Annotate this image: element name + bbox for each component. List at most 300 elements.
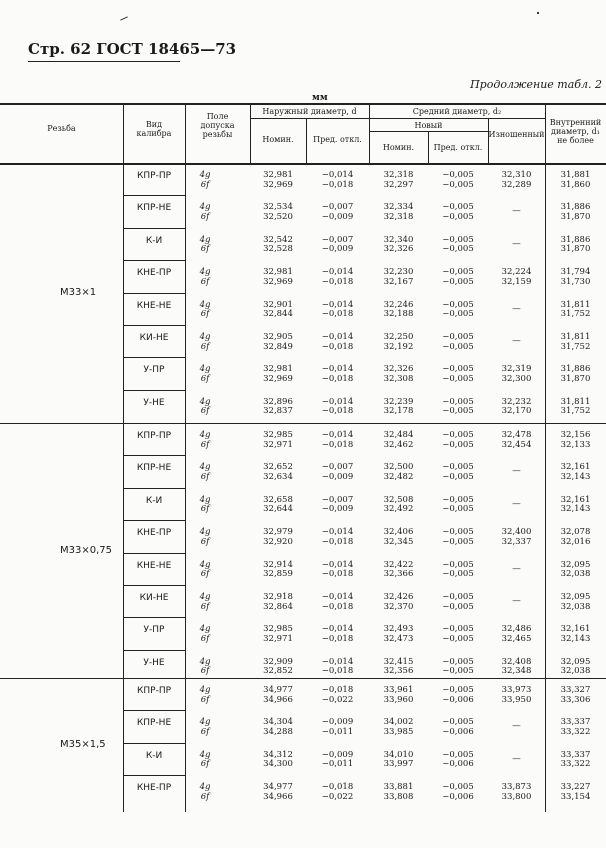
worn-value — [488, 528, 545, 547]
outer-nominal-line: 32,634 — [263, 471, 293, 482]
header-middle-deviation: Пред. откл. — [433, 143, 483, 152]
calibre-type: К-И — [145, 235, 163, 246]
outer-nominal-line: 32,985 — [263, 624, 293, 635]
inner-diameter-line: 32,143 — [560, 471, 591, 482]
calibre-row-rule — [123, 617, 185, 618]
header-tolerance — [185, 112, 250, 139]
inner-diameter-line: 32,095 — [560, 559, 591, 570]
inner-diameter-line: 32,016 — [560, 536, 591, 547]
middle-deviation-line: −0,005 — [442, 782, 474, 793]
middle-nominal-line: 32,326 — [383, 364, 414, 375]
worn-value — [488, 171, 545, 190]
calibre-row-rule — [123, 228, 185, 229]
tolerance-field — [195, 203, 215, 222]
outer-nominal — [250, 301, 306, 320]
tolerance-field — [195, 301, 215, 320]
inner-diameter — [545, 236, 606, 255]
worn-value-line: 32,289 — [501, 179, 532, 190]
outer-nominal-line: 32,859 — [263, 569, 293, 580]
inner-diameter-line: 32,143 — [560, 633, 591, 644]
middle-deviation-line: −0,005 — [442, 364, 474, 375]
middle-nominal — [369, 301, 428, 320]
middle-deviation-line: −0,005 — [442, 299, 474, 310]
worn-value-line: 32,337 — [501, 536, 532, 547]
outer-deviation-line: −0,018 — [321, 666, 354, 677]
middle-nominal-line: 32,192 — [383, 341, 414, 352]
calibre-type: КПР-НЕ — [136, 718, 172, 729]
middle-nominal — [369, 718, 428, 737]
worn-value — [488, 398, 545, 417]
inner-diameter — [545, 686, 606, 705]
header-inner-diameter-line: не более — [557, 136, 594, 145]
tolerance-field — [195, 658, 215, 677]
worn-value — [488, 686, 545, 705]
outer-deviation-line: −0,018 — [321, 309, 354, 320]
body-divider-2-1 — [185, 678, 186, 812]
tolerance-field-line: 6f — [200, 341, 210, 352]
header-calibre-line: калибра — [136, 129, 172, 138]
outer-nominal-line: 32,981 — [263, 170, 293, 180]
middle-nominal-line: 32,493 — [383, 624, 414, 635]
worn-value — [488, 365, 545, 384]
worn-value — [488, 240, 545, 250]
middle-nominal-line: 32,318 — [383, 211, 414, 222]
middle-deviation — [428, 561, 488, 580]
middle-nominal-line: 33,961 — [383, 685, 414, 695]
inner-diameter-line: 31,886 — [560, 234, 591, 245]
middle-nominal-line: 32,492 — [383, 504, 414, 515]
calibre-type: КНЕ-НЕ — [136, 300, 172, 311]
tolerance-field-line: 6f — [200, 633, 210, 644]
inner-diameter-line: 31,752 — [560, 341, 591, 352]
middle-deviation-line: −0,005 — [442, 430, 474, 440]
tolerance-field-line: 6f — [200, 791, 210, 802]
outer-nominal-line: 32,520 — [263, 211, 293, 222]
calibre-type: У-ПР — [143, 625, 165, 636]
outer-deviation-line: −0,018 — [321, 601, 354, 612]
outer-nominal-line: 32,909 — [263, 656, 293, 667]
calibre-row-rule — [123, 520, 185, 521]
calibre-row-rule — [123, 325, 185, 326]
outer-nominal — [250, 365, 306, 384]
tolerance-field-line: 4g — [199, 559, 211, 570]
outer-deviation-line: −0,018 — [321, 406, 354, 417]
outer-deviation — [306, 528, 369, 547]
tolerance-field — [195, 463, 215, 482]
outer-deviation-line: −0,014 — [321, 170, 354, 180]
inner-diameter-line: 31,794 — [560, 267, 591, 278]
outer-nominal — [250, 625, 306, 644]
worn-value-line: 32,319 — [501, 364, 532, 375]
outer-deviation-line: −0,018 — [321, 633, 354, 644]
tolerance-field — [195, 528, 215, 547]
worn-value-line: 33,973 — [501, 685, 532, 695]
middle-deviation-line: −0,005 — [442, 559, 474, 570]
middle-deviation-line: −0,005 — [442, 536, 474, 547]
header-subrule-diameters — [250, 118, 545, 119]
inner-diameter-line: 31,860 — [560, 179, 591, 190]
tolerance-field-line: 6f — [200, 471, 210, 482]
calibre-type: КНЕ-ПР — [136, 528, 172, 539]
header-outer-diameter: Наружный диаметр, d — [262, 107, 357, 116]
middle-nominal-line: 32,415 — [383, 656, 414, 667]
worn-value-line: 32,400 — [501, 527, 532, 538]
middle-deviation — [428, 171, 488, 190]
inner-diameter-line: 31,886 — [560, 202, 591, 213]
tolerance-field-line: 6f — [200, 406, 210, 417]
middle-deviation-line: −0,005 — [442, 276, 474, 287]
middle-deviation-line: −0,005 — [442, 179, 474, 190]
inner-diameter-line: 32,038 — [560, 601, 591, 612]
middle-nominal-line: 32,297 — [383, 179, 414, 190]
outer-deviation — [306, 625, 369, 644]
outer-nominal-line: 32,979 — [263, 527, 293, 538]
middle-deviation-line: −0,005 — [442, 601, 474, 612]
middle-deviation — [428, 333, 488, 352]
inner-diameter-line: 32,161 — [560, 494, 591, 505]
header-outer-nominal: Номин. — [262, 135, 294, 144]
outer-deviation-line: −0,014 — [321, 396, 354, 407]
calibre-type: КИ-НЕ — [139, 593, 169, 603]
middle-nominal — [369, 365, 428, 384]
inner-diameter-line: 31,870 — [560, 244, 591, 255]
header-outer-deviation: Пред. откл. — [313, 135, 362, 144]
middle-nominal — [369, 268, 428, 287]
outer-nominal-line: 32,969 — [263, 179, 293, 190]
worn-value-line: 32,310 — [501, 170, 532, 180]
middle-nominal — [369, 236, 428, 255]
worn-value-line: 32,486 — [501, 624, 532, 635]
calibre-row-rule — [123, 710, 185, 711]
middle-nominal-line: 32,340 — [383, 234, 414, 245]
outer-deviation-line: −0,018 — [321, 569, 354, 580]
outer-nominal — [250, 561, 306, 580]
tolerance-field-line: 6f — [200, 759, 210, 770]
tolerance-field — [195, 431, 215, 450]
outer-nominal-line: 32,528 — [263, 244, 293, 255]
outer-nominal-line: 32,905 — [263, 332, 293, 342]
middle-nominal-line: 32,167 — [383, 276, 414, 287]
tolerance-field-line: 6f — [200, 504, 210, 515]
middle-nominal-line: 32,356 — [383, 666, 414, 677]
outer-nominal-line: 32,652 — [263, 462, 293, 473]
worn-value — [488, 207, 545, 217]
middle-nominal-line: 32,482 — [383, 471, 414, 482]
worn-value-line: — — [512, 498, 521, 509]
thread-designation: M33×1 — [60, 287, 97, 298]
outer-deviation — [306, 463, 369, 482]
outer-deviation — [306, 268, 369, 287]
middle-nominal-line: 33,960 — [383, 694, 414, 705]
middle-deviation-line: −0,005 — [442, 527, 474, 538]
outer-nominal-line: 32,644 — [263, 504, 293, 515]
inner-diameter-line: 31,881 — [560, 170, 591, 180]
calibre-row-rule — [123, 775, 185, 776]
outer-nominal-line: 32,971 — [263, 439, 293, 450]
scan-dot — [537, 12, 539, 14]
outer-deviation-line: −0,018 — [321, 439, 354, 450]
tolerance-field-line: 4g — [199, 782, 211, 793]
outer-nominal — [250, 496, 306, 515]
inner-diameter-line: 33,306 — [560, 694, 591, 705]
calibre-type: КПР-НЕ — [136, 463, 172, 474]
body-divider-0-1 — [185, 163, 186, 423]
outer-deviation — [306, 561, 369, 580]
outer-deviation-line: −0,018 — [321, 685, 354, 695]
outer-deviation-line: −0,011 — [321, 726, 354, 737]
tolerance-field-line: 4g — [199, 202, 211, 213]
outer-deviation-line: −0,014 — [321, 656, 354, 667]
outer-deviation-line: −0,014 — [321, 527, 354, 538]
tolerance-field — [195, 333, 215, 352]
header-new: Новый — [414, 121, 443, 130]
outer-nominal — [250, 333, 306, 352]
worn-value-line: — — [512, 596, 521, 606]
outer-nominal — [250, 718, 306, 737]
outer-deviation-line: −0,014 — [321, 299, 354, 310]
middle-nominal-line: 32,308 — [383, 373, 414, 384]
header-tolerance-line: Поле — [206, 112, 229, 121]
middle-deviation-line: −0,005 — [442, 685, 474, 695]
outer-deviation-line: −0,009 — [321, 749, 354, 760]
tolerance-field-line: 4g — [199, 656, 211, 667]
outer-nominal-line: 32,969 — [263, 373, 293, 384]
middle-deviation — [428, 751, 488, 770]
worn-value — [488, 658, 545, 677]
outer-deviation — [306, 496, 369, 515]
tolerance-field-line: 6f — [200, 726, 210, 737]
outer-deviation — [306, 593, 369, 612]
calibre-row-rule — [123, 195, 185, 196]
middle-nominal — [369, 398, 428, 417]
outer-deviation-line: −0,018 — [321, 341, 354, 352]
outer-deviation — [306, 398, 369, 417]
worn-value-line: — — [512, 238, 521, 249]
calibre-row-rule — [123, 650, 185, 651]
worn-value — [488, 305, 545, 315]
outer-nominal — [250, 686, 306, 705]
outer-nominal-line: 34,977 — [263, 782, 293, 793]
tolerance-field-line: 6f — [200, 536, 210, 547]
tolerance-field-line: 6f — [200, 569, 210, 580]
outer-deviation — [306, 301, 369, 320]
header-middle-nominal: Номин. — [382, 143, 415, 152]
middle-deviation-line: −0,005 — [442, 666, 474, 677]
tolerance-field-line: 6f — [200, 179, 210, 190]
tolerance-field — [195, 236, 215, 255]
tolerance-field-line: 4g — [199, 462, 211, 473]
inner-diameter-line: 33,327 — [560, 685, 591, 695]
outer-deviation-line: −0,007 — [321, 494, 354, 505]
middle-deviation — [428, 686, 488, 705]
inner-diameter — [545, 625, 606, 644]
middle-deviation-line: −0,005 — [442, 569, 474, 580]
inner-diameter — [545, 463, 606, 482]
calibre-row-rule — [123, 293, 185, 294]
tolerance-field-line: 4g — [199, 430, 211, 440]
inner-diameter — [545, 398, 606, 417]
calibre-type: КИ-НЕ — [139, 333, 169, 343]
middle-nominal-line: 34,002 — [383, 717, 414, 728]
worn-value-line: 33,800 — [501, 791, 532, 802]
middle-deviation-line: −0,005 — [442, 439, 474, 450]
outer-deviation — [306, 686, 369, 705]
worn-value-line: 32,159 — [501, 276, 532, 287]
outer-nominal-line: 32,542 — [263, 234, 293, 245]
middle-deviation-line: −0,005 — [442, 462, 474, 473]
tolerance-field-line: 4g — [199, 624, 211, 635]
inner-diameter-line: 31,870 — [560, 211, 591, 222]
outer-deviation — [306, 333, 369, 352]
outer-nominal-line: 32,896 — [263, 396, 293, 407]
outer-nominal-line: 32,918 — [263, 592, 293, 602]
worn-value-line: 32,224 — [501, 267, 532, 278]
middle-nominal — [369, 333, 428, 352]
tolerance-field — [195, 718, 215, 737]
outer-nominal-line: 34,304 — [263, 717, 293, 728]
header-calibre-line: Вид — [145, 120, 163, 129]
outer-deviation-line: −0,014 — [321, 267, 354, 278]
outer-deviation — [306, 431, 369, 450]
inner-diameter-line: 33,154 — [560, 791, 591, 802]
middle-deviation — [428, 268, 488, 287]
middle-nominal — [369, 625, 428, 644]
middle-deviation-line: −0,005 — [442, 341, 474, 352]
worn-value — [488, 565, 545, 575]
outer-nominal-line: 32,901 — [263, 299, 293, 310]
outer-nominal-line: 32,914 — [263, 559, 293, 570]
middle-deviation-line: −0,006 — [442, 791, 474, 802]
tolerance-field — [195, 686, 215, 705]
outer-nominal — [250, 398, 306, 417]
middle-deviation-line: −0,005 — [442, 592, 474, 602]
middle-nominal-line: 32,406 — [383, 527, 414, 538]
tolerance-field-line: 6f — [200, 694, 210, 705]
inner-diameter — [545, 561, 606, 580]
middle-deviation-line: −0,005 — [442, 633, 474, 644]
inner-diameter-line: 31,752 — [560, 309, 591, 320]
worn-value — [488, 722, 545, 732]
middle-nominal-line: 32,484 — [383, 430, 414, 440]
calibre-row-rule — [123, 488, 185, 489]
inner-diameter-line: 32,095 — [560, 656, 591, 667]
outer-deviation — [306, 751, 369, 770]
tolerance-field-line: 6f — [200, 666, 210, 677]
inner-diameter-line: 33,322 — [560, 726, 591, 737]
outer-nominal-line: 32,864 — [263, 601, 293, 612]
inner-diameter-line: 31,811 — [560, 299, 591, 310]
worn-value-line: 32,478 — [501, 430, 532, 440]
inner-diameter-line: 33,337 — [560, 749, 591, 760]
middle-nominal — [369, 496, 428, 515]
inner-diameter — [545, 268, 606, 287]
outer-nominal-line: 32,844 — [263, 309, 293, 320]
worn-value-line: — — [512, 721, 521, 732]
middle-deviation-line: −0,006 — [442, 759, 474, 770]
calibre-type: КПР-ПР — [136, 686, 172, 696]
middle-deviation-line: −0,005 — [442, 494, 474, 505]
inner-diameter-line: 32,038 — [560, 569, 591, 580]
worn-value-line: 32,300 — [501, 373, 532, 384]
worn-value — [488, 625, 545, 644]
middle-deviation — [428, 431, 488, 450]
middle-nominal-line: 33,985 — [383, 726, 414, 737]
inner-diameter — [545, 301, 606, 320]
calibre-row-rule — [123, 260, 185, 261]
middle-deviation-line: −0,005 — [442, 234, 474, 245]
tolerance-field-line: 6f — [200, 276, 210, 287]
tolerance-field-line: 4g — [199, 332, 211, 342]
middle-deviation-line: −0,005 — [442, 749, 474, 760]
outer-deviation-line: −0,009 — [321, 244, 354, 255]
tolerance-field-line: 4g — [199, 527, 211, 538]
inner-diameter-line: 32,156 — [560, 430, 591, 440]
middle-nominal — [369, 203, 428, 222]
middle-nominal-line: 32,473 — [383, 633, 414, 644]
worn-value-line: 32,408 — [501, 656, 532, 667]
worn-value-line: 32,465 — [501, 633, 532, 644]
inner-diameter — [545, 203, 606, 222]
middle-nominal-line: 33,881 — [383, 782, 414, 793]
inner-diameter-line: 32,133 — [560, 439, 591, 450]
worn-value-line: 33,873 — [501, 782, 532, 793]
inner-diameter-line: 33,227 — [560, 782, 591, 793]
inner-diameter-line: 33,322 — [560, 759, 591, 770]
middle-nominal — [369, 686, 428, 705]
tolerance-field — [195, 751, 215, 770]
inner-diameter-line: 31,752 — [560, 406, 591, 417]
tolerance-field — [195, 398, 215, 417]
middle-deviation — [428, 625, 488, 644]
middle-deviation — [428, 593, 488, 612]
outer-nominal-line: 32,971 — [263, 633, 293, 644]
calibre-type: КНЕ-ПР — [136, 783, 172, 794]
outer-nominal-line: 34,966 — [263, 694, 293, 705]
middle-nominal-line: 32,370 — [383, 601, 414, 612]
header-bottom-rule — [0, 163, 606, 165]
inner-diameter-line: 32,143 — [560, 504, 591, 515]
outer-nominal-line: 34,977 — [263, 685, 293, 695]
middle-nominal — [369, 751, 428, 770]
outer-deviation-line: −0,014 — [321, 592, 354, 602]
header-inner-diameter — [545, 118, 606, 145]
middle-deviation-line: −0,005 — [442, 309, 474, 320]
outer-deviation-line: −0,018 — [321, 536, 354, 547]
tolerance-field-line: 6f — [200, 373, 210, 384]
tolerance-field-line: 6f — [200, 309, 210, 320]
outer-deviation — [306, 203, 369, 222]
middle-nominal-line: 32,239 — [383, 396, 414, 407]
middle-deviation — [428, 203, 488, 222]
inner-diameter-line: 32,095 — [560, 592, 591, 602]
middle-nominal-line: 32,508 — [383, 494, 414, 505]
middle-nominal-line: 32,426 — [383, 592, 414, 602]
worn-value-line: — — [512, 753, 521, 764]
inner-diameter — [545, 783, 606, 802]
worn-value — [488, 467, 545, 477]
worn-value-line: — — [512, 206, 521, 217]
middle-deviation — [428, 236, 488, 255]
middle-deviation — [428, 658, 488, 677]
calibre-type: К-И — [145, 750, 163, 761]
outer-nominal — [250, 593, 306, 612]
calibre-row-rule — [123, 390, 185, 391]
tolerance-field — [195, 496, 215, 515]
outer-nominal-line: 34,288 — [263, 726, 293, 737]
middle-nominal-line: 32,326 — [383, 244, 414, 255]
outer-deviation — [306, 236, 369, 255]
inner-diameter-line: 33,337 — [560, 717, 591, 728]
